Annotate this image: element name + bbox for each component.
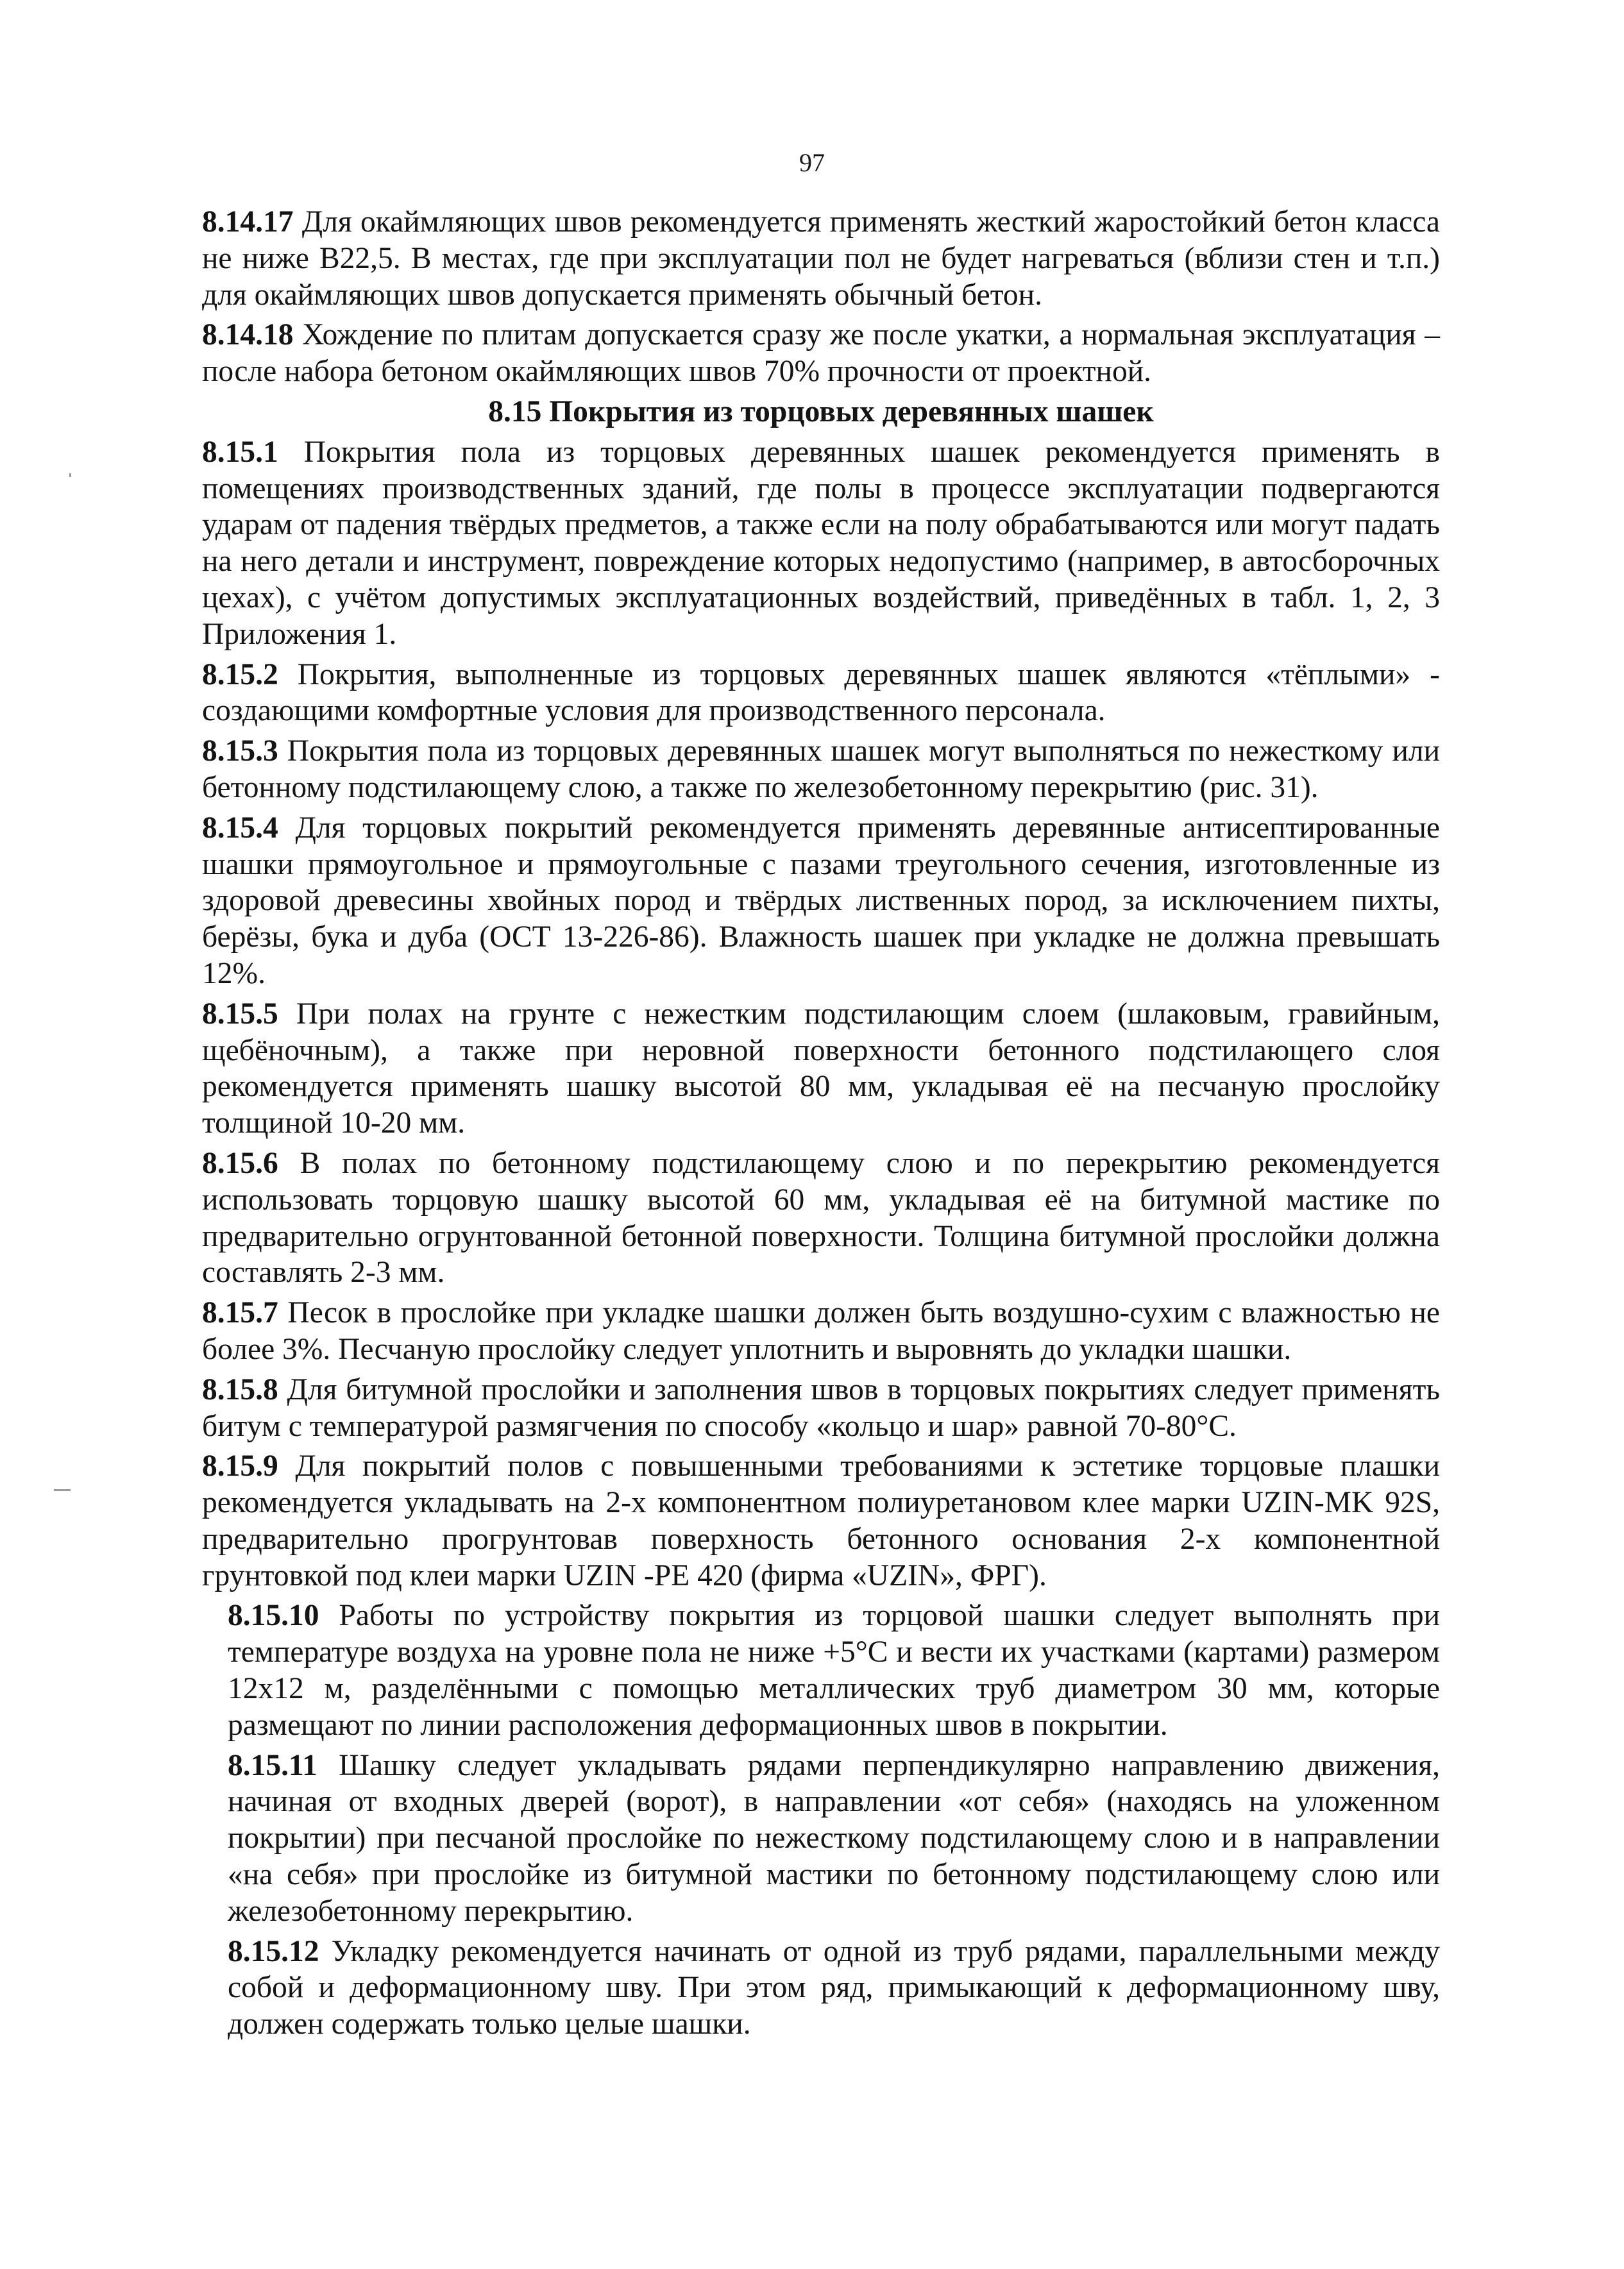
clause-number: 8.15.7 — [202, 1296, 278, 1330]
paragraph — [202, 657, 1440, 730]
paragraph — [202, 317, 1440, 390]
paragraph — [202, 1448, 1440, 1594]
clause-number: 8.15.12 — [228, 1934, 319, 1968]
paragraph — [202, 1295, 1440, 1368]
clause-text: Для битумной прослойки и заполнения швов в торцовых покрытиях следует применять битум с температурой размягчения по способу «кольцо и шар» равной 70-80°С. — [202, 1372, 1440, 1443]
document-body — [202, 204, 1440, 2046]
paragraph — [202, 810, 1440, 992]
paragraph — [202, 1748, 1440, 1930]
clause-number: 8.15.11 — [228, 1748, 317, 1782]
clause-number: 8.15.3 — [202, 734, 278, 768]
paragraph — [202, 996, 1440, 1142]
paragraph — [202, 204, 1440, 313]
clause-text: При полах на грунте с нежестким подстилающим слоем (шлаковым, гравийным, щебёночным), а также при неровной поверхности бетонного подстилающего слоя рекомендуется применять шашку высотой 80 мм, укладывая её на песчаную прослойку толщиной 10-20 мм. — [202, 997, 1440, 1140]
clause-number: 8.15.9 — [202, 1449, 278, 1483]
clause-number: 8.15.8 — [202, 1372, 278, 1406]
section-heading: 8.15 Покрытия из торцовых деревянных шашек — [488, 394, 1154, 428]
clause-text: Для окаймляющих швов рекомендуется применять жесткий жаростойкий бетон класса не ниже В22,5. В местах, где при эксплуатации пол не будет нагреваться (вблизи стен и т.п.) для окаймляющих швов допускается применять обычный бетон. — [202, 205, 1440, 312]
clause-text: Хождение по плитам допускается сразу же после укатки, а нормальная эксплуатация – после набора бетоном окаймляющих швов 70% прочности от проектной. — [202, 318, 1440, 389]
clause-text: Покрытия пола из торцовых деревянных шашек могут выполняться по нежесткому или бетонному подстилающему слою, а также по железобетонному перекрытию (рис. 31). — [202, 734, 1440, 804]
paragraph — [202, 1145, 1440, 1291]
page-number: 97 — [799, 148, 825, 177]
scan-mark — [54, 1489, 71, 1491]
clause-text: Работы по устройству покрытия из торцовой шашки следует выполнять при температуре воздуха на уровне пола не ниже +5°С и вести их участками (картами) размером 12х12 м, разделёнными с помощью металлических труб диаметром 30 мм, которые размещают по линии расположения деформационных швов в покрытии. — [228, 1599, 1440, 1742]
paragraph — [202, 1372, 1440, 1445]
clause-number: 8.15.1 — [202, 435, 278, 469]
clause-number: 8.15.4 — [202, 811, 278, 845]
clause-text: Песок в прослойке при укладке шашки должен быть воздушно-сухим с влажностью не более 3%. Песчаную прослойку следует уплотнить и выровнять до укладки шашки. — [202, 1296, 1440, 1366]
paragraph — [202, 1934, 1440, 2043]
clause-text: В полах по бетонному подстилающему слою и по перекрытию рекомендуется использовать торцовую шашку высотой 60 мм, укладывая её на битумной мастике по предварительно огрунтованной бетонной поверхности. Толщина битумной прослойки должна составлять 2-3 мм. — [202, 1146, 1440, 1290]
paragraph — [202, 733, 1440, 806]
clause-number: 8.14.17 — [202, 205, 294, 239]
paragraph — [202, 434, 1440, 653]
scan-mark — [69, 473, 71, 477]
clause-number: 8.15.10 — [228, 1599, 319, 1633]
clause-text: Покрытия пола из торцовых деревянных шашек рекомендуется применять в помещениях производственных зданий, где полы в процессе эксплуатации подвергаются ударам от падения твёрдых предметов, а также если на полу обрабатываются или могут падать на него детали и инструмент, повреждение которых недопустимо (например, в автосборочных цехах), с учётом допустимых эксплуатационных воздействий, приведённых в табл. 1, 2, 3 Приложения 1. — [202, 435, 1440, 651]
clause-number: 8.15.2 — [202, 657, 278, 691]
clause-text: Для торцовых покрытий рекомендуется применять деревянные антисептированные шашки прямоугольное и прямоугольные с пазами треугольного сечения, изготовленные из здоровой древесины хвойных пород и твёрдых лиственных пород, за исключением пихты, берёзы, бука и дуба (ОСТ 13-226-86). Влажность шашек при укладке не должна превышать 12%. — [202, 811, 1440, 990]
clause-text: Для покрытий полов с повышенными требованиями к эстетике торцовые плашки рекомендуется укладывать на 2-х компонентном полиуретановом клее марки UZIN-MK 92S, предварительно прогрунтовав поверхность бетонного основания 2-х компонентной грунтовкой под клеи марки UZIN -PE 420 (фирма «UZIN», ФРГ). — [202, 1449, 1440, 1592]
paragraph — [202, 1598, 1440, 1743]
clause-number: 8.14.18 — [202, 318, 294, 352]
clause-text: Покрытия, выполненные из торцовых деревянных шашек являются «тёплыми» - создающими комфортные условия для производственного персонала. — [202, 657, 1440, 728]
clause-text: Шашку следует укладывать рядами перпендикулярно направлению движения, начиная от входных дверей (ворот), в направлении «от себя» (находясь на уложенном покрытии) при песчаной прослойке по нежесткому подстилающему слою и в направлении «на себя» при прослойке из битумной мастики по бетонному подстилающему слою или железобетонному перекрытию. — [228, 1748, 1440, 1928]
clause-text: Укладку рекомендуется начинать от одной из труб рядами, параллельными между собой и деформационному шву. При этом ряд, примыкающий к деформационному шву, должен содержать только целые шашки. — [228, 1934, 1440, 2041]
clause-number: 8.15.6 — [202, 1146, 278, 1180]
clause-number: 8.15.5 — [202, 997, 278, 1031]
